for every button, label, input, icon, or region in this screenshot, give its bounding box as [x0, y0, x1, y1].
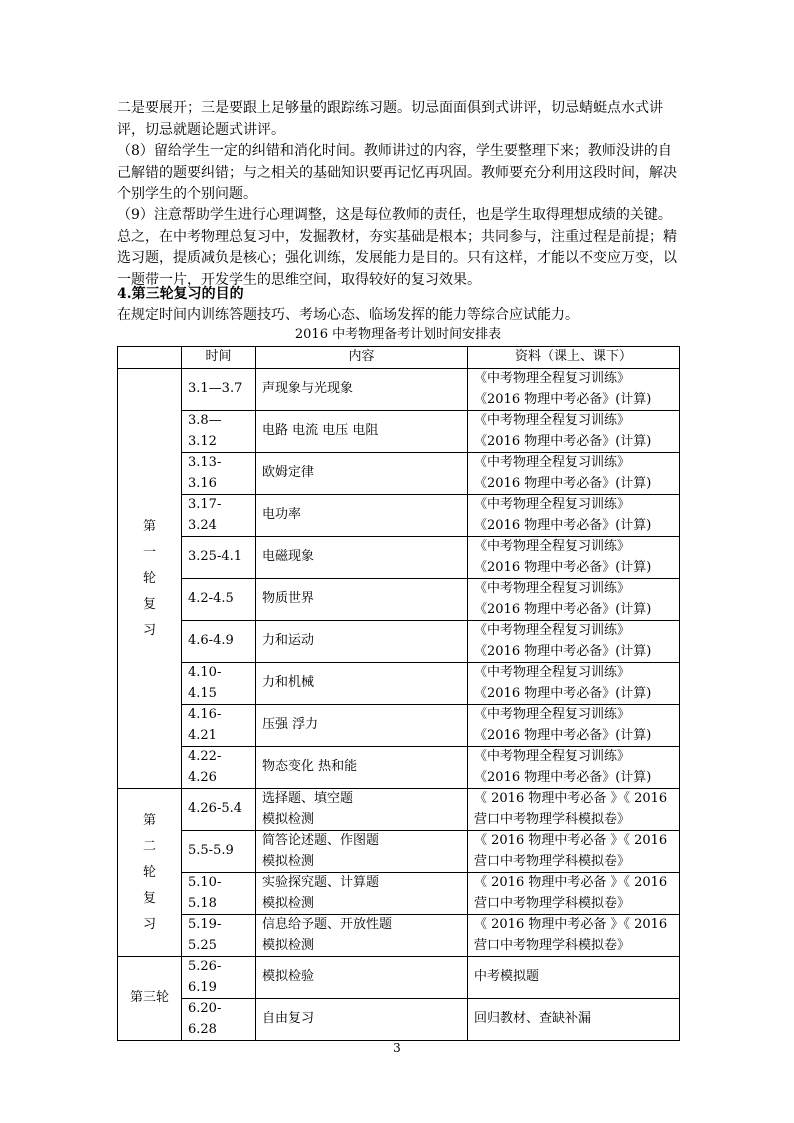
content-cell [256, 957, 468, 999]
round-label-cell [118, 369, 182, 789]
content-cell [256, 915, 468, 957]
table-row [118, 663, 680, 705]
content-cell [256, 999, 468, 1041]
time-cell: 3.25-4.1 [182, 537, 256, 579]
material-cell [468, 369, 680, 411]
round-label-cell [118, 789, 182, 957]
content-cell [256, 705, 468, 747]
table-row [118, 747, 680, 789]
material-cell [468, 999, 680, 1041]
material-cell [468, 957, 680, 999]
material-cell [468, 579, 680, 621]
material-line: 《2016 物理中考必备》(计算) [474, 559, 652, 575]
material-cell [468, 621, 680, 663]
table-row [118, 705, 680, 747]
material-cell [468, 411, 680, 453]
content-line: 电功率 [262, 507, 302, 523]
material-cell [468, 453, 680, 495]
table-row [118, 915, 680, 957]
material-line: 《中考物理全程复习训练》 [474, 707, 631, 722]
table-row [118, 369, 680, 411]
content-cell [256, 453, 468, 495]
material-line: 《 2016 物理中考必备 》《 2016 [474, 917, 668, 932]
time-cell: 4.22-4.26 [182, 747, 256, 789]
material-line: 《中考物理全程复习训练》 [474, 371, 631, 386]
table-row [118, 999, 680, 1041]
content-cell [256, 411, 468, 453]
content-cell [256, 663, 468, 705]
paragraph-text: 在规定时间内训练答题技巧、考场心态、临场发挥的能力等综合应试能力。 [117, 307, 579, 323]
time-cell: 3.13-3.16 [182, 453, 256, 495]
time-cell: 4.6-4.9 [182, 621, 256, 663]
material-line: 营口中考物理学科模拟卷》 [474, 895, 631, 911]
content-line: 电磁现象 [262, 549, 315, 565]
material-line: 《中考物理全程复习训练》 [474, 749, 631, 764]
paragraph-3 [117, 205, 679, 291]
content-line: 模拟检测 [262, 853, 315, 869]
time-cell: 6.20-6.28 [182, 999, 256, 1041]
material-cell [468, 831, 680, 873]
material-line: 《中考物理全程复习训练》 [474, 413, 631, 428]
content-cell [256, 537, 468, 579]
time-cell: 5.10-5.18 [182, 873, 256, 915]
round-label-cell [118, 957, 182, 1041]
material-line: 《2016 物理中考必备》(计算) [474, 433, 652, 449]
content-cell [256, 579, 468, 621]
material-line: 《2016 物理中考必备》(计算) [474, 643, 652, 659]
table-row [118, 453, 680, 495]
content-cell [256, 621, 468, 663]
material-line: 《2016 物理中考必备》(计算) [474, 601, 652, 617]
content-line: 欧姆定律 [262, 465, 315, 481]
material-line: 营口中考物理学科模拟卷》 [474, 937, 631, 953]
schedule-table [117, 346, 680, 1041]
paragraph-1 [117, 98, 679, 141]
material-line: 《中考物理全程复习训练》 [474, 665, 631, 680]
content-line: 物质世界 [262, 591, 315, 607]
content-line: 力和机械 [262, 675, 315, 691]
table-header-row [118, 347, 680, 369]
time-cell: 5.19-5.25 [182, 915, 256, 957]
material-line: 《中考物理全程复习训练》 [474, 497, 631, 512]
content-cell [256, 495, 468, 537]
material-line: 《中考物理全程复习训练》 [474, 455, 631, 470]
content-line: 简答论述题、作图题 [262, 833, 380, 848]
paragraph-4 [117, 305, 679, 327]
material-line: 营口中考物理学科模拟卷》 [474, 853, 631, 869]
material-line: 《 2016 物理中考必备 》《 2016 [474, 833, 668, 848]
time-cell: 3.17-3.24 [182, 495, 256, 537]
material-line: 《 2016 物理中考必备 》《 2016 [474, 875, 668, 890]
content-cell [256, 831, 468, 873]
table-row [118, 621, 680, 663]
material-line: 《2016 物理中考必备》(计算) [474, 769, 652, 785]
time-cell: 4.26-5.4 [182, 789, 256, 831]
material-cell [468, 747, 680, 789]
content-line: 模拟检测 [262, 895, 315, 911]
time-cell: 3.1—3.7 [182, 369, 256, 411]
table-row [118, 579, 680, 621]
material-line: 《 2016 物理中考必备 》《 2016 [474, 791, 668, 806]
material-line: 营口中考物理学科模拟卷》 [474, 811, 631, 827]
round-label: 第一轮复习 [142, 518, 156, 638]
table-row [118, 495, 680, 537]
material-line: 《2016 物理中考必备》(计算) [474, 727, 652, 743]
table-row [118, 831, 680, 873]
material-cell [468, 537, 680, 579]
material-line: 《中考物理全程复习训练》 [474, 581, 631, 596]
content-line: 信息给予题、开放性题 [262, 917, 393, 932]
material-line: 中考模拟题 [474, 969, 540, 985]
paragraph-2 [117, 141, 679, 206]
section-heading [117, 284, 679, 306]
time-cell: 5.26-6.19 [182, 957, 256, 999]
table-row [118, 873, 680, 915]
material-cell [468, 915, 680, 957]
content-line: 物态变化 热和能 [262, 759, 358, 775]
content-cell [256, 369, 468, 411]
time-cell: 4.2-4.5 [182, 579, 256, 621]
material-line: 《2016 物理中考必备》(计算) [474, 391, 652, 407]
content-line: 声现象与光现象 [262, 381, 354, 397]
content-cell [256, 873, 468, 915]
material-line: 《中考物理全程复习训练》 [474, 623, 631, 638]
table-row [118, 411, 680, 453]
content-line: 压强 浮力 [262, 717, 319, 733]
header-content: 内容 [256, 347, 468, 369]
content-line: 模拟检验 [262, 969, 315, 985]
table-row [118, 537, 680, 579]
paragraph-text: 二是要展开；三是要跟上足够量的跟踪练习题。切忌面面俱到式讲评，切忌蜻蜓点水式讲评，切忌就题论题式讲评。 [117, 100, 663, 138]
table-title: 2016 中考物理备考计划时间安排表 [294, 327, 502, 342]
header-material: 资料（课上、课下） [468, 347, 680, 369]
time-cell: 5.5-5.9 [182, 831, 256, 873]
content-line: 电路 电流 电压 电阻 [262, 423, 379, 439]
material-line: 《中考物理全程复习训练》 [474, 539, 631, 554]
material-cell [468, 705, 680, 747]
time-cell: 4.10-4.15 [182, 663, 256, 705]
table-row [118, 957, 680, 999]
header-time: 时间 [182, 347, 256, 369]
content-cell [256, 789, 468, 831]
material-cell [468, 873, 680, 915]
time-cell: 4.16-4.21 [182, 705, 256, 747]
material-line: 回归教材、查缺补漏 [474, 1011, 592, 1027]
content-line: 模拟检测 [262, 811, 315, 827]
content-line: 实验探究题、计算题 [262, 875, 380, 890]
content-cell [256, 747, 468, 789]
content-line: 模拟检测 [262, 937, 315, 953]
page-number: 3 [393, 1041, 401, 1055]
content-line: 力和运动 [262, 633, 315, 649]
material-cell [468, 789, 680, 831]
round-label: 第三轮 [129, 990, 169, 1006]
material-line: 《2016 物理中考必备》(计算) [474, 475, 652, 491]
header-round [118, 347, 182, 369]
paragraph-text: （8）留给学生一定的纠错和消化时间。教师讲过的内容，学生要整理下来；教师没讲的自己解错的题要纠错；与之相关的基础知识要再记忆再巩固。教师要充分利用这段时间，解决个别学生的个别问题。 [117, 143, 677, 202]
content-line: 自由复习 [262, 1011, 315, 1027]
content-line: 选择题、填空题 [262, 791, 354, 806]
material-cell [468, 663, 680, 705]
material-line: 《2016 物理中考必备》(计算) [474, 685, 652, 701]
table-row [118, 789, 680, 831]
heading-text: 4.第三轮复习的目的 [117, 286, 244, 302]
time-cell: 3.8—3.12 [182, 411, 256, 453]
paragraph-text: （9）注意帮助学生进行心理调整，这是每位教师的责任，也是学生取得理想成绩的关键。总之，在中考物理总复习中，发掘教材，夯实基础是根本；共同参与，注重过程是前提；精选习题，提质减负是核心；强化训练，发展能力是目的。只有这样，才能以不变应万变，以一题带一片，开发学生的思维空间，取得较好的复习效果。 [117, 207, 677, 288]
round-label: 第二轮复习 [142, 812, 156, 932]
material-line: 《2016 物理中考必备》(计算) [474, 517, 652, 533]
material-cell [468, 495, 680, 537]
